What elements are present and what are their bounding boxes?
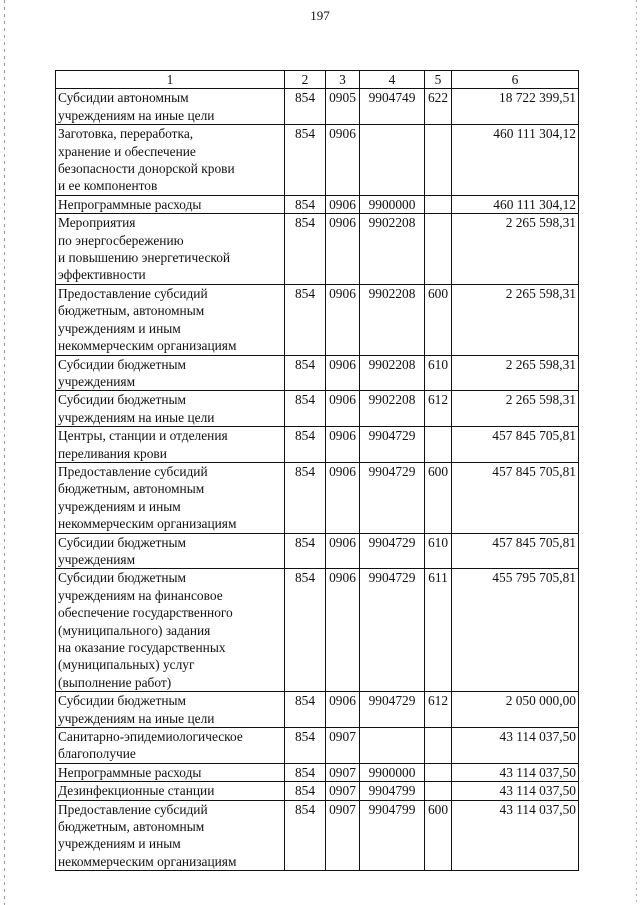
table-row xyxy=(56,284,579,355)
header-col-4: 4 xyxy=(360,71,425,89)
row-vr-cell: 610 xyxy=(425,533,452,569)
row-vr-cell xyxy=(425,763,452,781)
row-csr-cell: 9904729 xyxy=(360,462,425,533)
row-ved-cell: 854 xyxy=(285,89,326,125)
table-header xyxy=(56,71,579,89)
row-vr-cell xyxy=(425,195,452,213)
row-ved-cell: 854 xyxy=(285,284,326,355)
row-vr-cell: 600 xyxy=(425,284,452,355)
row-vr-cell xyxy=(425,427,452,463)
row-name-cell: Санитарно-эпидемиологическое благополучие xyxy=(56,728,285,764)
row-csr-cell: 9900000 xyxy=(360,763,425,781)
row-csr-cell: 9902208 xyxy=(360,355,425,391)
row-rz-cell: 0906 xyxy=(326,214,360,285)
header-col-2: 2 xyxy=(285,71,326,89)
row-rz-cell: 0907 xyxy=(326,763,360,781)
table-row xyxy=(56,391,579,427)
row-ved-cell: 854 xyxy=(285,427,326,463)
row-amount-cell: 43 114 037,50 xyxy=(452,728,579,764)
row-amount-cell: 457 845 705,81 xyxy=(452,427,579,463)
row-ved-cell: 854 xyxy=(285,692,326,728)
row-csr-cell: 9904749 xyxy=(360,89,425,125)
row-name-cell: Предоставление субсидий бюджетным, автономным учреждениям и иным некоммерческим организациям xyxy=(56,800,285,871)
row-csr-cell: 9904799 xyxy=(360,800,425,871)
row-amount-cell: 43 114 037,50 xyxy=(452,782,579,800)
row-vr-cell: 612 xyxy=(425,692,452,728)
row-name-cell: Дезинфекционные станции xyxy=(56,782,285,800)
row-amount-cell: 18 722 399,51 xyxy=(452,89,579,125)
table-row xyxy=(56,214,579,285)
row-name-cell: Субсидии бюджетным учреждениям на иные цели xyxy=(56,391,285,427)
row-amount-cell: 460 111 304,12 xyxy=(452,195,579,213)
row-vr-cell: 622 xyxy=(425,89,452,125)
table-row xyxy=(56,427,579,463)
row-amount-cell: 455 795 705,81 xyxy=(452,569,579,692)
row-name-cell: Субсидии бюджетным учреждениям на финансовое обеспечение государственного (муниципального) задания на оказание государственных (муниципальных) услуг (выполнение работ) xyxy=(56,569,285,692)
row-ved-cell: 854 xyxy=(285,462,326,533)
row-csr-cell: 9904729 xyxy=(360,692,425,728)
row-amount-cell: 2 265 598,31 xyxy=(452,214,579,285)
row-vr-cell xyxy=(425,728,452,764)
row-ved-cell: 854 xyxy=(285,533,326,569)
row-name-cell: Субсидии бюджетным учреждениям xyxy=(56,355,285,391)
row-rz-cell: 0905 xyxy=(326,89,360,125)
row-amount-cell: 457 845 705,81 xyxy=(452,533,579,569)
row-name-cell: Заготовка, переработка, хранение и обеспечение безопасности донорской крови и ее компонентов xyxy=(56,125,285,196)
row-csr-cell: 9902208 xyxy=(360,284,425,355)
row-rz-cell: 0906 xyxy=(326,692,360,728)
row-name-cell: Субсидии бюджетным учреждениям xyxy=(56,533,285,569)
row-amount-cell: 43 114 037,50 xyxy=(452,800,579,871)
table-row xyxy=(56,89,579,125)
table-row xyxy=(56,533,579,569)
row-rz-cell: 0907 xyxy=(326,728,360,764)
row-csr-cell: 9902208 xyxy=(360,391,425,427)
row-ved-cell: 854 xyxy=(285,728,326,764)
header-col-3: 3 xyxy=(326,71,360,89)
row-name-cell: Предоставление субсидий бюджетным, автономным учреждениям и иным некоммерческим организациям xyxy=(56,462,285,533)
row-rz-cell: 0906 xyxy=(326,427,360,463)
row-rz-cell: 0906 xyxy=(326,533,360,569)
row-rz-cell: 0907 xyxy=(326,782,360,800)
table-row xyxy=(56,800,579,871)
table-row xyxy=(56,125,579,196)
row-ved-cell: 854 xyxy=(285,214,326,285)
row-vr-cell: 611 xyxy=(425,569,452,692)
table-row xyxy=(56,763,579,781)
row-vr-cell xyxy=(425,125,452,196)
row-vr-cell: 600 xyxy=(425,462,452,533)
row-rz-cell: 0906 xyxy=(326,391,360,427)
row-rz-cell: 0906 xyxy=(326,284,360,355)
row-ved-cell: 854 xyxy=(285,391,326,427)
budget-table xyxy=(55,70,579,871)
row-amount-cell: 2 265 598,31 xyxy=(452,391,579,427)
row-name-cell: Мероприятия по энергосбережению и повышению энергетической эффективности xyxy=(56,214,285,285)
header-row xyxy=(56,71,579,89)
table-row xyxy=(56,355,579,391)
row-csr-cell: 9904729 xyxy=(360,533,425,569)
row-csr-cell: 9904729 xyxy=(360,569,425,692)
table-row xyxy=(56,728,579,764)
row-vr-cell xyxy=(425,782,452,800)
row-name-cell: Субсидии бюджетным учреждениям на иные цели xyxy=(56,692,285,728)
row-rz-cell: 0906 xyxy=(326,195,360,213)
table-row xyxy=(56,692,579,728)
table-body xyxy=(56,89,579,871)
row-rz-cell: 0906 xyxy=(326,125,360,196)
row-ved-cell: 854 xyxy=(285,569,326,692)
row-amount-cell: 43 114 037,50 xyxy=(452,763,579,781)
row-ved-cell: 854 xyxy=(285,782,326,800)
page-number: 197 xyxy=(310,8,330,23)
row-csr-cell xyxy=(360,125,425,196)
row-amount-cell: 2 265 598,31 xyxy=(452,284,579,355)
scan-edge-right xyxy=(636,0,637,905)
table-row xyxy=(56,569,579,692)
row-vr-cell: 612 xyxy=(425,391,452,427)
row-ved-cell: 854 xyxy=(285,125,326,196)
row-rz-cell: 0906 xyxy=(326,462,360,533)
row-ved-cell: 854 xyxy=(285,800,326,871)
scan-edge-left xyxy=(4,0,5,905)
row-vr-cell: 600 xyxy=(425,800,452,871)
row-name-cell: Центры, станции и отделения переливания крови xyxy=(56,427,285,463)
header-col-1: 1 xyxy=(56,71,285,89)
row-csr-cell: 9904729 xyxy=(360,427,425,463)
row-vr-cell: 610 xyxy=(425,355,452,391)
row-name-cell: Предоставление субсидий бюджетным, автономным учреждениям и иным некоммерческим организациям xyxy=(56,284,285,355)
row-amount-cell: 460 111 304,12 xyxy=(452,125,579,196)
table-row xyxy=(56,195,579,213)
row-csr-cell: 9902208 xyxy=(360,214,425,285)
row-ved-cell: 854 xyxy=(285,355,326,391)
row-amount-cell: 2 265 598,31 xyxy=(452,355,579,391)
row-rz-cell: 0906 xyxy=(326,355,360,391)
header-col-5: 5 xyxy=(425,71,452,89)
row-name-cell: Непрограммные расходы xyxy=(56,763,285,781)
table-row xyxy=(56,462,579,533)
row-ved-cell: 854 xyxy=(285,195,326,213)
row-ved-cell: 854 xyxy=(285,763,326,781)
row-name-cell: Субсидии автономным учреждениям на иные цели xyxy=(56,89,285,125)
table-row xyxy=(56,782,579,800)
header-col-6: 6 xyxy=(452,71,579,89)
row-amount-cell: 457 845 705,81 xyxy=(452,462,579,533)
row-rz-cell: 0907 xyxy=(326,800,360,871)
row-csr-cell: 9904799 xyxy=(360,782,425,800)
row-rz-cell: 0906 xyxy=(326,569,360,692)
row-csr-cell: 9900000 xyxy=(360,195,425,213)
row-csr-cell xyxy=(360,728,425,764)
row-vr-cell xyxy=(425,214,452,285)
row-name-cell: Непрограммные расходы xyxy=(56,195,285,213)
row-amount-cell: 2 050 000,00 xyxy=(452,692,579,728)
